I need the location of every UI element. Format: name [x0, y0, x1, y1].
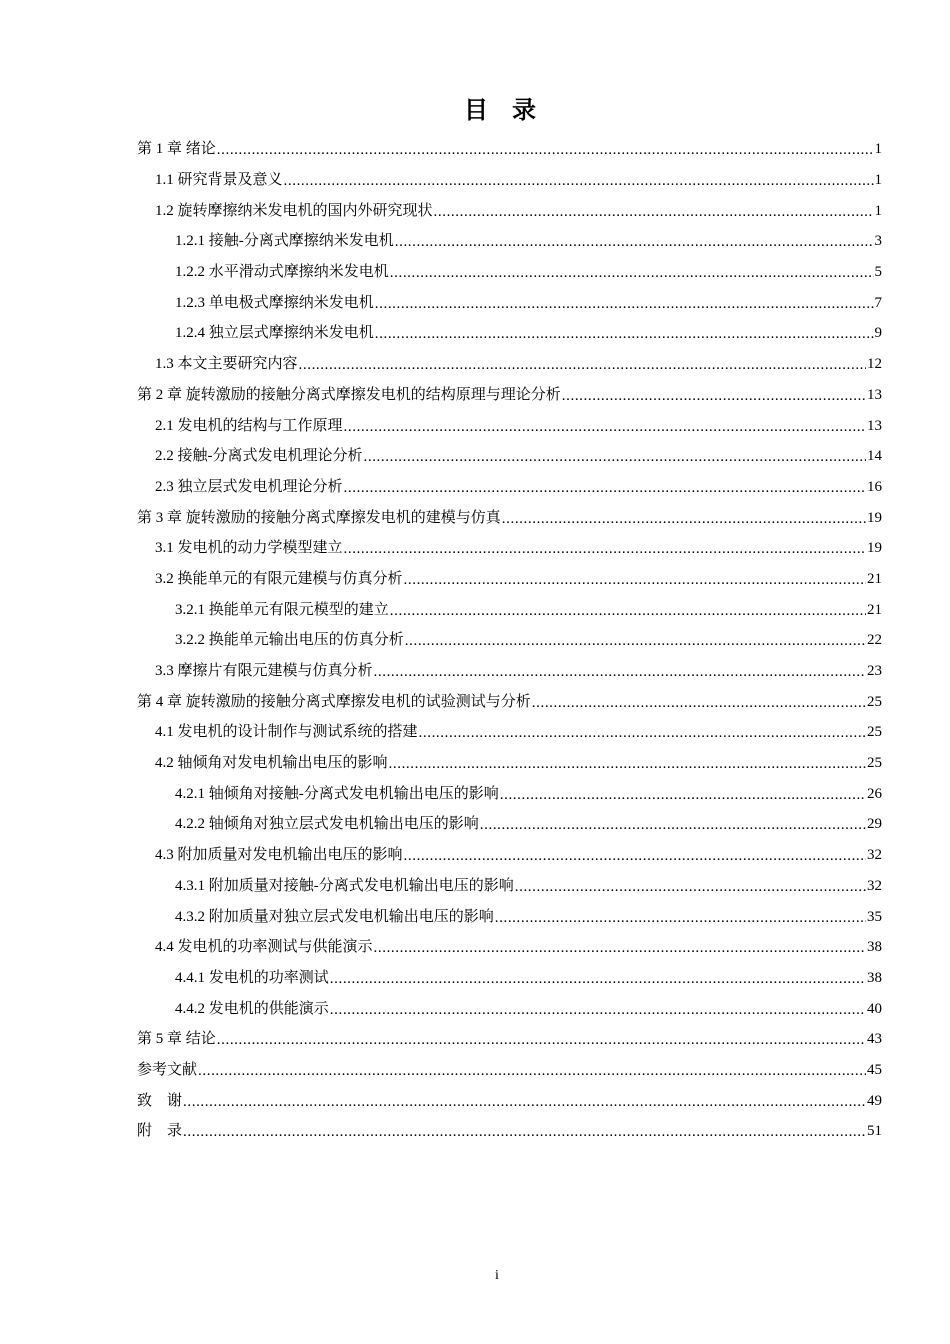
toc-entry[interactable]: [137, 809, 882, 840]
dot-leader: [374, 660, 866, 684]
dot-leader: [198, 1059, 866, 1083]
toc-entry-page: 7: [874, 294, 882, 311]
toc-entry-label: 4.2.1 轴倾角对接触-分离式发电机输出电压的影响: [175, 785, 499, 802]
page-number: i: [495, 1268, 499, 1283]
toc-entry[interactable]: [137, 318, 882, 349]
dot-leader: [500, 783, 866, 807]
toc-entry[interactable]: [137, 165, 882, 196]
toc-entry-label: 第 1 章 绪论: [137, 141, 216, 158]
dot-leader: [404, 568, 866, 592]
toc-entry-page: 25: [867, 755, 882, 772]
toc-entry-label: 4.2 轴倾角对发电机输出电压的影响: [155, 755, 388, 772]
dot-leader: [495, 906, 866, 930]
dot-leader: [344, 537, 866, 561]
toc-entry-page: 9: [874, 325, 882, 342]
toc-entry-page: 32: [867, 877, 882, 894]
toc-entry[interactable]: [137, 1024, 882, 1055]
toc-entry-page: 21: [867, 570, 882, 587]
toc-entry-label: 2.3 独立层式发电机理论分析: [155, 478, 343, 495]
toc-entry-page: 26: [867, 785, 882, 802]
toc-entry[interactable]: [137, 993, 882, 1024]
toc-entry-page: 1: [874, 172, 882, 189]
toc-entry[interactable]: [137, 932, 882, 963]
toc-entry[interactable]: [137, 380, 882, 411]
toc-entry[interactable]: [137, 748, 882, 779]
toc-entry-page: 43: [867, 1031, 882, 1048]
dot-leader: [395, 230, 874, 254]
toc-entry-label: 1.1 研究背景及意义: [155, 172, 283, 189]
toc-entry-page: 23: [867, 663, 882, 680]
toc-entry-label: 1.2.4 独立层式摩擦纳米发电机: [175, 325, 374, 342]
toc-entry[interactable]: [137, 564, 882, 595]
toc-entry-label: 1.2.1 接触-分离式摩擦纳米发电机: [175, 233, 394, 250]
dot-leader: [390, 261, 874, 285]
toc-entry-label: 4.4.2 发电机的供能演示: [175, 1000, 329, 1017]
dot-leader: [330, 998, 866, 1022]
dot-leader: [217, 1028, 866, 1052]
dot-leader: [389, 752, 866, 776]
dot-leader: [375, 322, 874, 346]
dot-leader: [480, 813, 866, 837]
toc-entry[interactable]: [137, 625, 882, 656]
dot-leader: [375, 292, 874, 316]
toc-entry-label: 1.2.2 水平滑动式摩擦纳米发电机: [175, 264, 389, 281]
toc-entry-page: 14: [867, 448, 882, 465]
toc-entry-page: 13: [867, 417, 882, 434]
toc-entry-label: 3.3 摩擦片有限元建模与仿真分析: [155, 663, 373, 680]
dot-leader: [404, 844, 866, 868]
toc-entry[interactable]: [137, 1085, 882, 1116]
toc-entry-label: 1.2 旋转摩擦纳米发电机的国内外研究现状: [155, 202, 433, 219]
dot-leader: [374, 936, 866, 960]
table-of-contents: [137, 134, 882, 1147]
toc-entry-label: 3.2.2 换能单元输出电压的仿真分析: [175, 632, 404, 649]
toc-entry-page: 45: [867, 1061, 882, 1078]
toc-entry-label: 致 谢: [137, 1092, 183, 1109]
toc-entry-page: 21: [867, 601, 882, 618]
toc-entry-label: 2.2 接触-分离式发电机理论分析: [155, 448, 363, 465]
toc-entry-label: 第 4 章 旋转激励的接触分离式摩擦发电机的试验测试与分析: [137, 693, 531, 710]
toc-entry-page: 12: [867, 356, 882, 373]
toc-entry-page: 19: [867, 509, 882, 526]
toc-entry[interactable]: [137, 533, 882, 564]
toc-entry-label: 附 录: [137, 1123, 183, 1140]
toc-entry-page: 16: [867, 478, 882, 495]
toc-title-text: 目 录: [464, 98, 536, 124]
toc-entry-page: 38: [867, 969, 882, 986]
toc-entry-label: 4.3.1 附加质量对接触-分离式发电机输出电压的影响: [175, 877, 514, 894]
toc-entry-page: 32: [867, 847, 882, 864]
dot-leader: [562, 384, 866, 408]
toc-entry[interactable]: [137, 656, 882, 687]
toc-entry[interactable]: [137, 901, 882, 932]
dot-leader: [364, 445, 867, 469]
toc-entry[interactable]: [137, 472, 882, 503]
dot-leader: [330, 967, 866, 991]
dot-leader: [344, 415, 866, 439]
toc-entry-label: 1.2.3 单电极式摩擦纳米发电机: [175, 294, 374, 311]
dot-leader: [299, 353, 866, 377]
toc-entry[interactable]: [137, 871, 882, 902]
toc-entry[interactable]: [137, 195, 882, 226]
dot-leader: [532, 691, 866, 715]
toc-entry[interactable]: [137, 1116, 882, 1147]
toc-entry[interactable]: [137, 778, 882, 809]
dot-leader: [434, 200, 874, 224]
toc-entry-page: 3: [874, 233, 882, 250]
dot-leader: [502, 507, 866, 531]
dot-leader: [284, 169, 874, 193]
toc-entry[interactable]: [137, 686, 882, 717]
dot-leader: [419, 721, 866, 745]
toc-entry-page: 40: [867, 1000, 882, 1017]
toc-entry[interactable]: [137, 410, 882, 441]
toc-entry-label: 4.3.2 附加质量对独立层式发电机输出电压的影响: [175, 908, 494, 925]
toc-entry[interactable]: [137, 840, 882, 871]
dot-leader: [515, 875, 866, 899]
toc-entry-label: 3.1 发电机的动力学模型建立: [155, 540, 343, 557]
toc-title: [0, 90, 950, 125]
toc-entry-page: 25: [867, 693, 882, 710]
toc-entry[interactable]: [137, 349, 882, 380]
toc-entry-label: 2.1 发电机的结构与工作原理: [155, 417, 343, 434]
dot-leader: [183, 1120, 866, 1144]
toc-entry-page: 29: [867, 816, 882, 833]
toc-entry[interactable]: [137, 287, 882, 318]
toc-entry-label: 1.3 本文主要研究内容: [155, 356, 298, 373]
toc-entry-label: 4.1 发电机的设计制作与测试系统的搭建: [155, 724, 418, 741]
toc-entry-page: 13: [867, 386, 882, 403]
toc-entry-label: 3.2.1 换能单元有限元模型的建立: [175, 601, 389, 618]
dot-leader: [217, 138, 874, 162]
toc-entry-label: 第 5 章 结论: [137, 1031, 216, 1048]
toc-entry[interactable]: [137, 257, 882, 288]
toc-entry-label: 3.2 换能单元的有限元建模与仿真分析: [155, 570, 403, 587]
dot-leader: [405, 629, 866, 653]
toc-entry-label: 4.2.2 轴倾角对独立层式发电机输出电压的影响: [175, 816, 479, 833]
toc-entry[interactable]: [137, 226, 882, 257]
toc-entry-label: 第 3 章 旋转激励的接触分离式摩擦发电机的建模与仿真: [137, 509, 501, 526]
toc-entry-label: 第 2 章 旋转激励的接触分离式摩擦发电机的结构原理与理论分析: [137, 386, 561, 403]
toc-entry[interactable]: [137, 594, 882, 625]
toc-entry-page: 1: [874, 141, 882, 158]
toc-entry-label: 4.3 附加质量对发电机输出电压的影响: [155, 847, 403, 864]
toc-entry[interactable]: [137, 963, 882, 994]
toc-entry-page: 51: [867, 1123, 882, 1140]
toc-entry-page: 5: [874, 264, 882, 281]
toc-entry-page: 38: [867, 939, 882, 956]
toc-entry-label: 4.4 发电机的功率测试与供能演示: [155, 939, 373, 956]
dot-leader: [390, 599, 866, 623]
toc-entry-label: 参考文献: [137, 1061, 198, 1078]
toc-entry-label: 4.4.1 发电机的功率测试: [175, 969, 329, 986]
toc-entry[interactable]: [137, 502, 882, 533]
dot-leader: [344, 476, 866, 500]
toc-entry-page: 35: [867, 908, 882, 925]
toc-entry-page: 25: [867, 724, 882, 741]
toc-entry[interactable]: [137, 717, 882, 748]
toc-entry-page: 49: [867, 1092, 882, 1109]
toc-entry[interactable]: [137, 134, 882, 165]
toc-entry[interactable]: [137, 441, 882, 472]
dot-leader: [183, 1090, 866, 1114]
toc-entry-page: 1: [874, 202, 882, 219]
toc-entry-page: 19: [867, 540, 882, 557]
toc-entry[interactable]: [137, 1055, 882, 1086]
toc-entry-page: 22: [867, 632, 882, 649]
